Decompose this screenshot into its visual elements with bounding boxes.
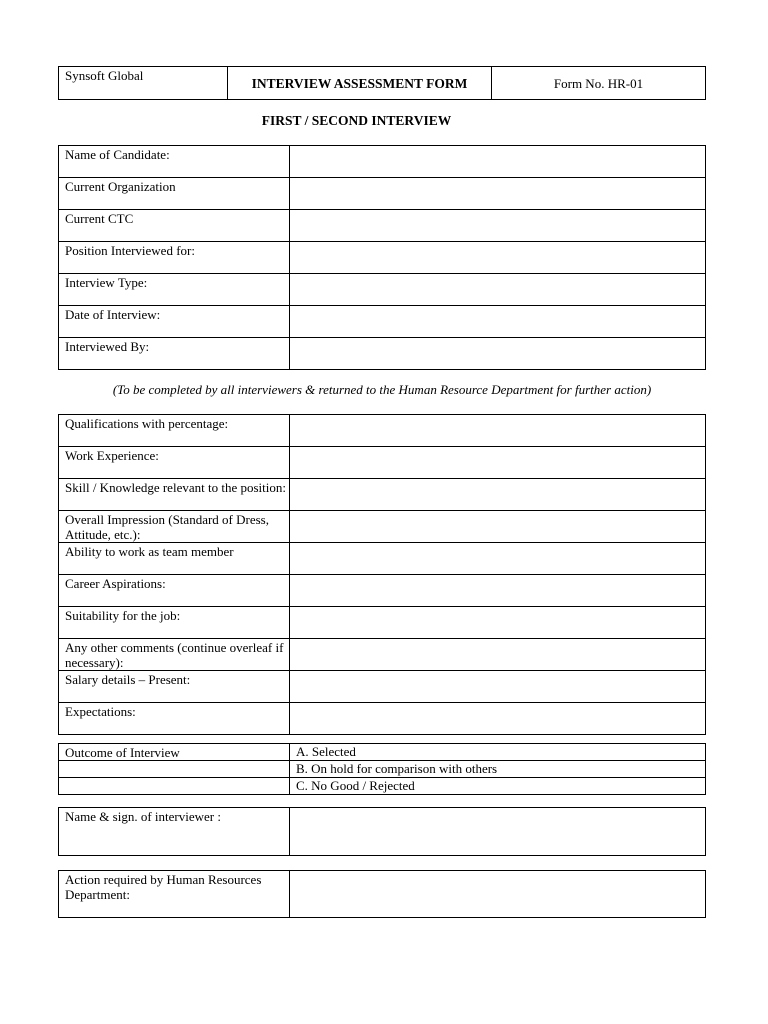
interview-round-heading: FIRST / SECOND INTERVIEW	[261, 113, 452, 128]
outcome-option-on-hold[interactable]: B. On hold for comparison with others	[290, 761, 706, 778]
suitability-field[interactable]	[290, 607, 706, 639]
form-title: INTERVIEW ASSESSMENT FORM	[228, 67, 492, 100]
other-comments-field[interactable]	[290, 639, 706, 671]
table-row	[59, 306, 706, 338]
interview-type-label: Interview Type:	[59, 274, 290, 306]
company-name: Synsoft Global	[59, 67, 228, 100]
outcome-option-selected[interactable]: A. Selected	[290, 744, 706, 761]
skill-knowledge-field[interactable]	[290, 479, 706, 511]
qualifications-label: Qualifications with percentage:	[59, 415, 290, 447]
career-aspirations-label: Career Aspirations:	[59, 575, 290, 607]
form-number: Form No. HR-01	[492, 67, 706, 100]
candidate-name-label: Name of Candidate:	[59, 146, 290, 178]
table-row	[59, 761, 706, 778]
instruction-note: (To be completed by all interviewers & returned to the Human Resource Department for further action)	[112, 382, 652, 397]
candidate-name-field[interactable]	[290, 146, 706, 178]
interviewer-sign-table	[58, 807, 706, 856]
table-row	[59, 274, 706, 306]
qualifications-field[interactable]	[290, 415, 706, 447]
assessment-table	[58, 414, 706, 735]
current-ctc-field[interactable]	[290, 210, 706, 242]
position-label: Position Interviewed for:	[59, 242, 290, 274]
work-experience-label: Work Experience:	[59, 447, 290, 479]
expectations-label: Expectations:	[59, 703, 290, 735]
overall-impression-field[interactable]	[290, 511, 706, 543]
salary-present-label: Salary details – Present:	[59, 671, 290, 703]
table-row	[59, 607, 706, 639]
interviewer-sign-field[interactable]	[290, 808, 706, 856]
table-row	[59, 447, 706, 479]
table-row	[59, 744, 706, 761]
hr-action-label: Action required by Human Resources Department:	[59, 871, 290, 918]
form-header-table	[58, 66, 706, 100]
outcome-label: Outcome of Interview	[59, 744, 290, 761]
teamwork-field[interactable]	[290, 543, 706, 575]
table-row	[59, 871, 706, 918]
work-experience-field[interactable]	[290, 447, 706, 479]
outcome-blank-cell	[59, 761, 290, 778]
teamwork-label: Ability to work as team member	[59, 543, 290, 575]
interviewed-by-label: Interviewed By:	[59, 338, 290, 370]
table-row	[59, 415, 706, 447]
table-row	[59, 338, 706, 370]
table-row	[59, 242, 706, 274]
interviewed-by-field[interactable]	[290, 338, 706, 370]
table-row	[59, 543, 706, 575]
table-row	[59, 511, 706, 543]
table-row	[59, 146, 706, 178]
interviewer-sign-label: Name & sign. of interviewer :	[59, 808, 290, 856]
outcome-option-rejected[interactable]: C. No Good / Rejected	[290, 778, 706, 795]
table-row	[59, 778, 706, 795]
table-row	[59, 575, 706, 607]
table-row	[59, 479, 706, 511]
hr-action-field[interactable]	[290, 871, 706, 918]
table-row	[59, 178, 706, 210]
overall-impression-label: Overall Impression (Standard of Dress, Attitude, etc.):	[59, 511, 290, 543]
salary-present-field[interactable]	[290, 671, 706, 703]
suitability-label: Suitability for the job:	[59, 607, 290, 639]
other-comments-label: Any other comments (continue overleaf if necessary):	[59, 639, 290, 671]
table-row	[59, 703, 706, 735]
table-row	[59, 210, 706, 242]
table-row	[59, 808, 706, 856]
current-organization-field[interactable]	[290, 178, 706, 210]
hr-action-table	[58, 870, 706, 918]
interview-date-label: Date of Interview:	[59, 306, 290, 338]
outcome-table	[58, 743, 706, 795]
expectations-field[interactable]	[290, 703, 706, 735]
interview-type-field[interactable]	[290, 274, 706, 306]
skill-knowledge-label: Skill / Knowledge relevant to the position:	[59, 479, 290, 511]
table-row	[59, 671, 706, 703]
candidate-details-table	[58, 145, 706, 370]
table-row	[59, 639, 706, 671]
current-organization-label: Current Organization	[59, 178, 290, 210]
interview-date-field[interactable]	[290, 306, 706, 338]
current-ctc-label: Current CTC	[59, 210, 290, 242]
outcome-blank-cell	[59, 778, 290, 795]
position-field[interactable]	[290, 242, 706, 274]
career-aspirations-field[interactable]	[290, 575, 706, 607]
